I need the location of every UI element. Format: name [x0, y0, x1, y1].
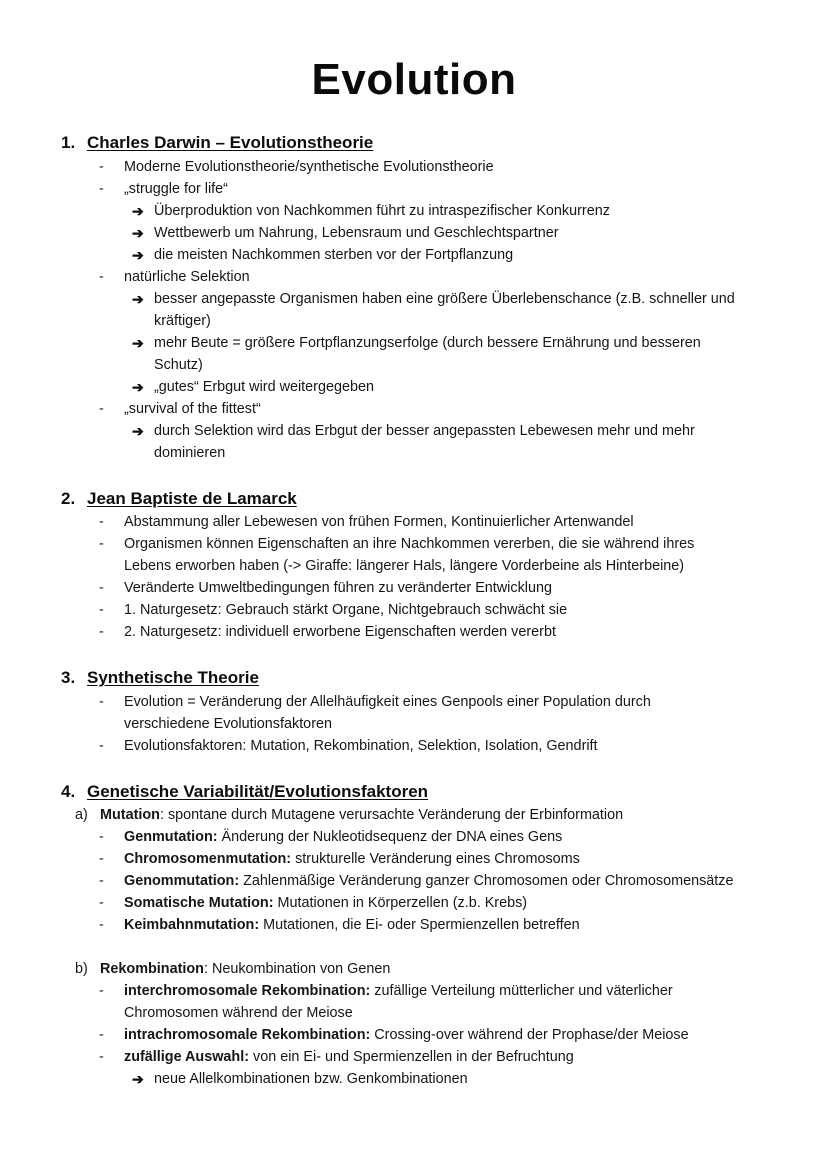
- dash-bullet: -: [99, 514, 104, 530]
- term: Genommutation:: [124, 873, 240, 889]
- list-item-continued: verschiedene Evolutionsfaktoren: [124, 716, 332, 732]
- section-title: Genetische Variabilität/Evolutionsfaktoren: [87, 782, 429, 801]
- arrow-right-icon: ➔: [132, 335, 144, 351]
- definition: Änderung der Nukleotidsequenz der DNA eines Gens: [217, 829, 563, 845]
- definition: strukturelle Veränderung eines Chromosoms: [291, 851, 580, 867]
- dash-bullet: -: [99, 983, 104, 999]
- section-title: Charles Darwin – Evolutionstheorie: [87, 133, 374, 152]
- arrow-right-icon: ➔: [132, 379, 144, 395]
- dash-bullet: -: [99, 829, 104, 845]
- arrow-item: Wettbewerb um Nahrung, Lebensraum und Geschlechtspartner: [154, 225, 559, 241]
- list-item: Evolution = Veränderung der Allelhäufigkeit eines Genpools einer Population durch: [124, 694, 651, 710]
- dash-bullet: -: [99, 895, 104, 911]
- subsection-label: b): [75, 961, 88, 977]
- dash-bullet: -: [99, 269, 104, 285]
- list-item: Moderne Evolutionstheorie/synthetische Evolutionstheorie: [124, 159, 494, 175]
- definition: Crossing-over während der Prophase/der Meiose: [370, 1027, 689, 1043]
- dash-bullet: -: [99, 917, 104, 933]
- dash-bullet: -: [99, 738, 104, 754]
- dash-bullet: -: [99, 1049, 104, 1065]
- definition: Mutationen, die Ei- oder Spermienzellen betreffen: [259, 917, 580, 933]
- dash-bullet: -: [99, 873, 104, 889]
- arrow-item-continued: dominieren: [154, 445, 226, 461]
- subsection-definition: : Neukombination von Genen: [203, 961, 391, 977]
- list-item-continued: Lebens erworben haben (-> Giraffe: längerer Hals, längere Vorderbeine als Hinterbeine): [124, 558, 685, 574]
- list-item: Evolutionsfaktoren: Mutation, Rekombination, Selektion, Isolation, Gendrift: [124, 738, 598, 754]
- arrow-item: durch Selektion wird das Erbgut der besser angepassten Lebewesen mehr und mehr: [154, 423, 695, 439]
- term: interchromosomale Rekombination:: [124, 983, 371, 999]
- dash-bullet: -: [99, 159, 104, 175]
- list-item: „survival of the fittest“: [124, 401, 261, 417]
- list-item: natürliche Selektion: [124, 269, 250, 285]
- term: Somatische Mutation:: [124, 895, 274, 911]
- term: zufällige Auswahl:: [124, 1049, 249, 1065]
- list-item: Organismen können Eigenschaften an ihre Nachkommen vererben, die sie während ihres: [124, 536, 695, 552]
- arrow-right-icon: ➔: [132, 247, 144, 263]
- arrow-item-continued: Schutz): [154, 357, 203, 373]
- list-item: [124, 870, 733, 892]
- dash-bullet: -: [99, 401, 104, 417]
- definition: zufällige Verteilung mütterlicher und väterlicher: [370, 983, 673, 999]
- arrow-item: mehr Beute = größere Fortpflanzungserfolge (durch bessere Ernährung und besseren: [154, 335, 701, 351]
- list-item: 2. Naturgesetz: individuell erworbene Eigenschaften werden vererbt: [124, 624, 556, 640]
- list-item: [124, 1024, 689, 1046]
- dash-bullet: -: [99, 851, 104, 867]
- arrow-item: die meisten Nachkommen sterben vor der Fortpflanzung: [154, 247, 514, 263]
- subsection-label: a): [75, 807, 88, 823]
- list-item: 1. Naturgesetz: Gebrauch stärkt Organe, Nichtgebrauch schwächt sie: [124, 602, 568, 618]
- section-number: 2.: [61, 489, 76, 508]
- definition: Mutationen in Körperzellen (z.b. Krebs): [273, 895, 528, 911]
- arrow-right-icon: ➔: [132, 291, 144, 307]
- list-item: [124, 848, 580, 870]
- list-item: [124, 892, 527, 914]
- arrow-right-icon: ➔: [132, 203, 144, 219]
- dash-bullet: -: [99, 1027, 104, 1043]
- dash-bullet: -: [99, 602, 104, 618]
- definition: von ein Ei- und Spermienzellen in der Befruchtung: [249, 1049, 574, 1065]
- arrow-right-icon: ➔: [132, 225, 144, 241]
- subsection-term: Rekombination: [100, 961, 204, 977]
- dash-bullet: -: [99, 694, 104, 710]
- arrow-right-icon: ➔: [132, 1071, 144, 1087]
- term: Chromosomenmutation:: [124, 851, 292, 867]
- dash-bullet: -: [99, 580, 104, 596]
- list-item: Abstammung aller Lebewesen von frühen Formen, Kontinuierlicher Artenwandel: [124, 514, 634, 530]
- subsection-recombination: [100, 958, 390, 980]
- section-heading-lamarck: [61, 488, 297, 510]
- section-number: 3.: [61, 668, 76, 687]
- arrow-item: Überproduktion von Nachkommen führt zu intraspezifischer Konkurrenz: [154, 203, 610, 219]
- arrow-item: besser angepasste Organismen haben eine größere Überlebenschance (z.B. schneller und: [154, 291, 735, 307]
- arrow-item-continued: kräftiger): [154, 313, 211, 329]
- dash-bullet: -: [99, 536, 104, 552]
- definition: Zahlenmäßige Veränderung ganzer Chromosomen oder Chromosomensätze: [239, 873, 734, 889]
- subsection-mutation: [100, 804, 623, 826]
- section-heading-genetic-variability: [61, 781, 428, 803]
- subsection-term: Mutation: [100, 807, 160, 823]
- section-heading-darwin: [61, 132, 373, 154]
- arrow-item: „gutes“ Erbgut wird weitergegeben: [154, 379, 374, 395]
- section-title: Synthetische Theorie: [87, 668, 259, 687]
- document-title: Evolution: [311, 55, 517, 104]
- list-item: [124, 826, 562, 848]
- section-heading-synthetic-theory: [61, 667, 259, 689]
- section-title: Jean Baptiste de Lamarck: [87, 489, 297, 508]
- list-item: [124, 914, 580, 936]
- list-item: [124, 1046, 574, 1068]
- term: intrachromosomale Rekombination:: [124, 1027, 371, 1043]
- subsection-definition: : spontane durch Mutagene verursachte Veränderung der Erbinformation: [159, 807, 624, 823]
- term: Keimbahnmutation:: [124, 917, 260, 933]
- arrow-item: neue Allelkombinationen bzw. Genkombinationen: [154, 1071, 468, 1087]
- arrow-right-icon: ➔: [132, 423, 144, 439]
- dash-bullet: -: [99, 181, 104, 197]
- section-number: 1.: [61, 133, 76, 152]
- dash-bullet: -: [99, 624, 104, 640]
- list-item-continued: Chromosomen während der Meiose: [124, 1005, 353, 1021]
- section-number: 4.: [61, 782, 76, 801]
- list-item: „struggle for life“: [124, 181, 228, 197]
- list-item: Veränderte Umweltbedingungen führen zu veränderter Entwicklung: [124, 580, 552, 596]
- term: Genmutation:: [124, 829, 218, 845]
- list-item: [124, 980, 673, 1002]
